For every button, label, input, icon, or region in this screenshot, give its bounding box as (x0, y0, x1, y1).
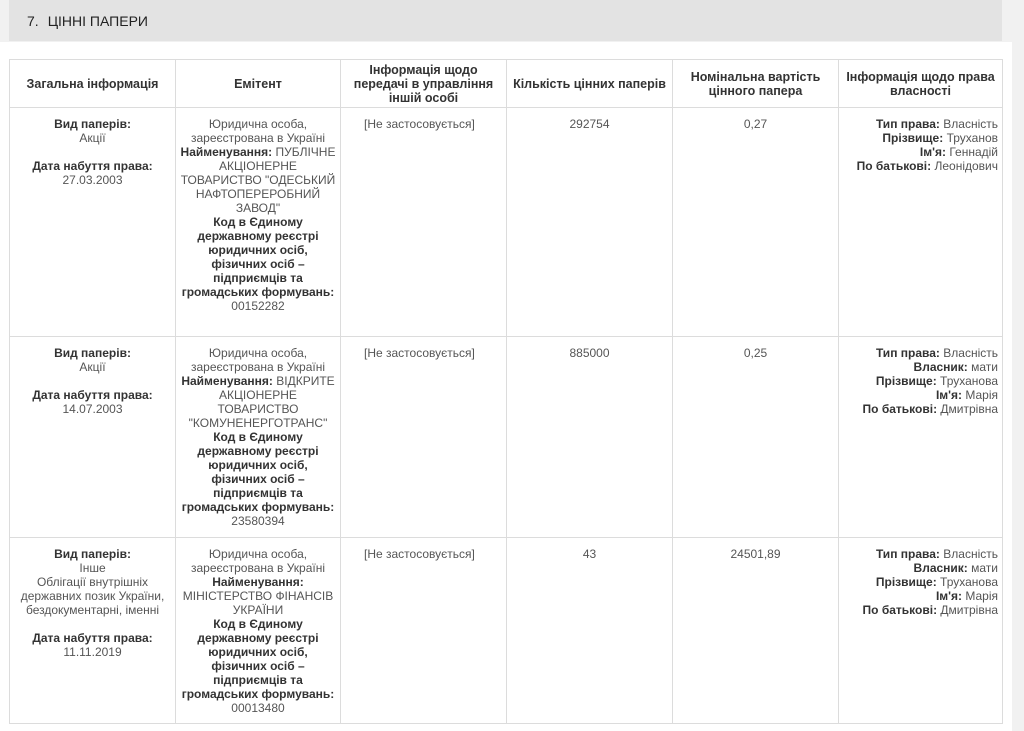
patronymic: Дмитрівна (940, 603, 998, 617)
issuer-entity: Юридична особа, зареєстрована в Україні (190, 547, 326, 575)
issuer-code-label: Код в Єдиному державному реєстрі юридичних осіб, фізичних осіб – підприємців та громадських формувань: (181, 430, 335, 514)
header-quantity: Кількість цінних паперів (507, 60, 673, 108)
paper-type-value: Акції (79, 360, 106, 374)
first-name: Геннадій (949, 145, 998, 159)
patronymic-label: По батькові: (862, 603, 938, 617)
table-row (10, 337, 1003, 538)
acquired-date: 14.07.2003 (62, 402, 123, 416)
patronymic: Леонідович (934, 159, 998, 173)
section-title: ЦІННІ ПАПЕРИ (47, 12, 148, 29)
content-card (0, 42, 1012, 731)
surname-label: Прізвище: (875, 575, 937, 589)
first-name-label: Ім'я: (935, 388, 962, 402)
paper-type-label: Вид паперів: (54, 346, 131, 360)
paper-type-label: Вид паперів: (54, 117, 131, 131)
right-type: Власність (943, 547, 998, 561)
issuer-cell (176, 108, 341, 337)
general-cell (10, 108, 176, 337)
header-transfer: Інформація щодо передачі в управління іншій особі (341, 60, 507, 108)
acquired-date: 11.11.2019 (63, 645, 122, 659)
general-cell (10, 337, 176, 538)
nominal-cell: 0,25 (673, 337, 839, 538)
header-issuer: Емітент (176, 60, 341, 108)
owner-label: Власник: (913, 561, 968, 575)
paper-type-detail: Облігації внутрішніх державних позик України, бездокументарні, іменні (20, 575, 165, 617)
ownership-cell (839, 108, 1003, 337)
owner: мати (971, 561, 998, 575)
quantity-cell: 43 (507, 538, 673, 724)
securities-table (9, 59, 1003, 724)
issuer-name: МІНІСТЕРСТВО ФІНАНСІВ УКРАЇНИ (182, 589, 334, 617)
transfer-cell: [Не застосовується] (341, 337, 507, 538)
right-type: Власність (943, 117, 998, 131)
first-name: Марія (965, 589, 998, 603)
owner-label: Власник: (913, 360, 968, 374)
issuer-name: ВІДКРИТЕ АКЦІОНЕРНЕ ТОВАРИСТВО "КОМУНЕНЕРГОТРАНС" (188, 374, 335, 430)
issuer-cell (176, 538, 341, 724)
ownership-cell (839, 337, 1003, 538)
nominal-cell: 0,27 (673, 108, 839, 337)
section-header (9, 0, 1002, 41)
surname: Труханова (940, 374, 998, 388)
nominal-cell: 24501,89 (673, 538, 839, 724)
section-number: 7. (27, 12, 39, 29)
right-type-label: Тип права: (875, 117, 940, 131)
paper-type-label: Вид паперів: (54, 547, 131, 561)
patronymic-label: По батькові: (862, 402, 938, 416)
issuer-name: ПУБЛІЧНЕ АКЦІОНЕРНЕ ТОВАРИСТВО "ОДЕСЬКИЙ НАФТОПЕРЕРОБНИЙ ЗАВОД" (180, 145, 336, 215)
transfer-cell: [Не застосовується] (341, 538, 507, 724)
issuer-cell (176, 337, 341, 538)
quantity-cell: 292754 (507, 108, 673, 337)
issuer-code-label: Код в Єдиному державному реєстрі юридичних осіб, фізичних осіб – підприємців та громадських формувань: (181, 215, 335, 299)
table-header-row (10, 60, 1003, 108)
issuer-code: 00013480 (231, 701, 285, 715)
issuer-code: 00152282 (231, 299, 285, 313)
header-ownership: Інформація щодо права власності (839, 60, 1003, 108)
table-row (10, 108, 1003, 337)
paper-type-value: Інше (79, 561, 106, 575)
issuer-name-label: Найменування: (181, 374, 273, 388)
quantity-cell: 885000 (507, 337, 673, 538)
acquired-label: Дата набуття права: (32, 159, 153, 173)
ownership-cell (839, 538, 1003, 724)
right-type: Власність (943, 346, 998, 360)
first-name-label: Ім'я: (935, 589, 962, 603)
header-general: Загальна інформація (10, 60, 176, 108)
surname: Труханова (940, 575, 998, 589)
first-name-label: Ім'я: (919, 145, 946, 159)
patronymic-label: По батькові: (856, 159, 932, 173)
surname: Труханов (946, 131, 998, 145)
paper-type-value: Акції (79, 131, 106, 145)
table-row (10, 538, 1003, 724)
transfer-cell: [Не застосовується] (341, 108, 507, 337)
issuer-code-label: Код в Єдиному державному реєстрі юридичних осіб, фізичних осіб – підприємців та громадських формувань: (181, 617, 335, 701)
acquired-label: Дата набуття права: (32, 388, 153, 402)
issuer-entity: Юридична особа, зареєстрована в Україні (190, 346, 326, 374)
header-nominal: Номінальна вартість цінного папера (673, 60, 839, 108)
issuer-entity: Юридична особа, зареєстрована в Україні (190, 117, 326, 145)
issuer-name-label: Найменування: (180, 145, 273, 159)
issuer-code: 23580394 (231, 514, 285, 528)
general-cell (10, 538, 176, 724)
right-type-label: Тип права: (875, 547, 940, 561)
patronymic: Дмитрівна (940, 402, 998, 416)
issuer-name-label: Найменування: (212, 575, 304, 589)
surname-label: Прізвище: (875, 374, 937, 388)
acquired-date: 27.03.2003 (62, 173, 123, 187)
first-name: Марія (965, 388, 998, 402)
owner: мати (971, 360, 998, 374)
right-type-label: Тип права: (875, 346, 940, 360)
acquired-label: Дата набуття права: (32, 631, 153, 645)
surname-label: Прізвище: (882, 131, 944, 145)
